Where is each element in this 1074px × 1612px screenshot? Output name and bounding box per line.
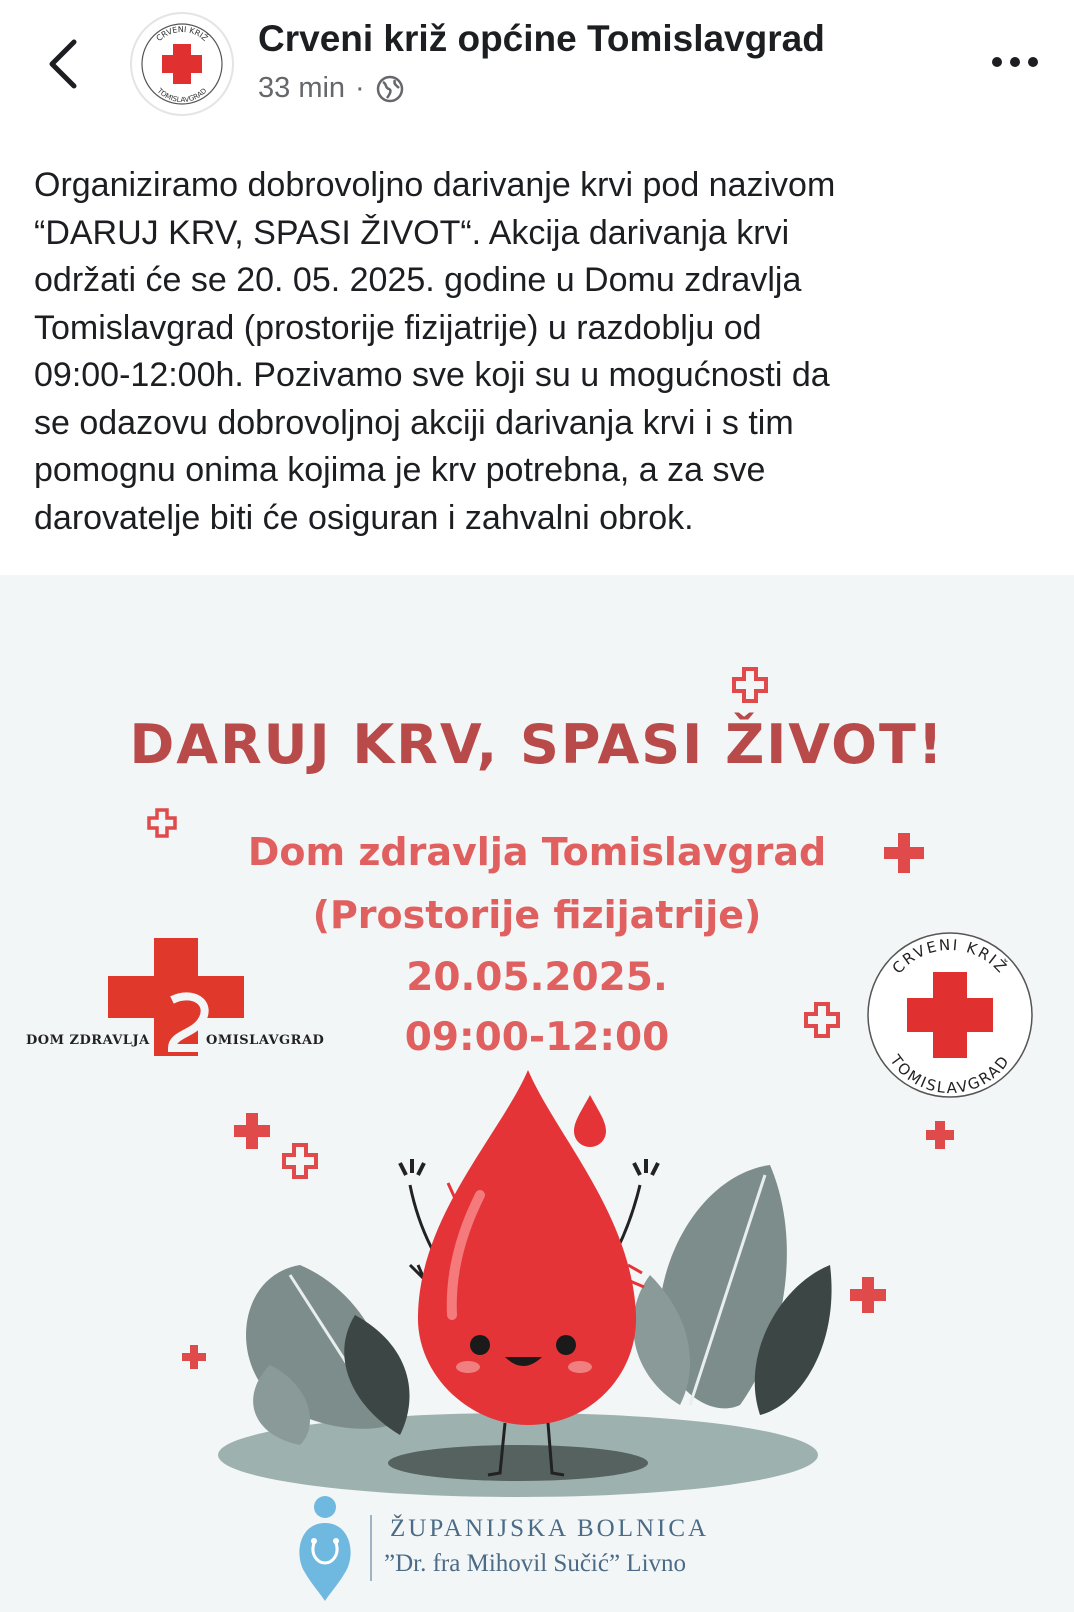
- ck-badge-top-text: CRVENI KRIŽ: [888, 935, 1012, 978]
- avatar-top-text: CRVENI KRIŽ: [154, 24, 210, 44]
- poster-title: DARUJ KRV, SPASI ŽIVOT!: [129, 713, 945, 776]
- poster-room: (Prostorije fizijatrije): [312, 893, 762, 937]
- red-cross-logo-icon: [132, 14, 232, 114]
- hospital-logo-icon: [290, 1493, 360, 1603]
- ck-badge-bottom-text: TOMISLAVGRAD: [886, 1051, 1014, 1098]
- poster-place: Dom zdravlja Tomislavgrad: [247, 830, 827, 874]
- page-avatar[interactable]: [130, 12, 234, 116]
- hospital-subtitle: ”Dr. fra Mihovil Sučić” Livno: [384, 1550, 687, 1577]
- avatar-bottom-text: TOMISLAVGRAD: [155, 86, 209, 105]
- page-name[interactable]: Crveni križ općine Tomislavgrad: [258, 18, 825, 59]
- dz-logo-right-text: OMISLAVGRAD: [206, 1033, 325, 1048]
- post-header: [0, 0, 1074, 130]
- blood-drop-mascot-icon: [400, 1070, 658, 1475]
- post-time[interactable]: 33 min: [258, 72, 346, 104]
- post-text: Organiziramo dobrovoljno darivanje krvi pod nazivom “DARUJ KRV, SPASI ŽIVOT“. Akcija darivanja krvi održati će se 20. 05. 2025. godine u Domu zdravlja Tomislavgrad (prostorije fizijatrije) u razdoblju od 09:00-12:00h. Pozivamo sve koji su u mogućnosti da se odazovu dobrovoljnoj akciji darivanja krvi i s tim pomognu onima kojima je krv potrebna, a za sve darovatelje biti će osiguran i zahvalni obrok.: [34, 166, 836, 537]
- left-leaves-icon: [246, 1265, 410, 1445]
- globe-icon[interactable]: [375, 74, 405, 104]
- dz-logo-left-text: DOM ZDRAVLJA: [26, 1033, 150, 1048]
- post-meta: [258, 72, 405, 105]
- right-leaves-icon: [633, 1165, 831, 1415]
- svg-text:CRVENI KRIŽ: [155, 25, 212, 43]
- poster-date: 20.05.2025.: [406, 955, 668, 1000]
- svg-text:TOMISLAVGRAD: [155, 86, 208, 104]
- more-options-button[interactable]: [985, 46, 1045, 78]
- back-button[interactable]: [40, 36, 88, 92]
- poster-time: 09:00-12:00: [404, 1015, 670, 1060]
- hospital-divider: [370, 1515, 372, 1581]
- post-image[interactable]: [0, 575, 1074, 1612]
- hospital-name: ŽUPANIJSKA BOLNICA: [390, 1515, 710, 1542]
- more-dots-icon: [985, 46, 1045, 78]
- chevron-left-icon: [40, 36, 88, 92]
- meta-separator: ·: [355, 72, 365, 104]
